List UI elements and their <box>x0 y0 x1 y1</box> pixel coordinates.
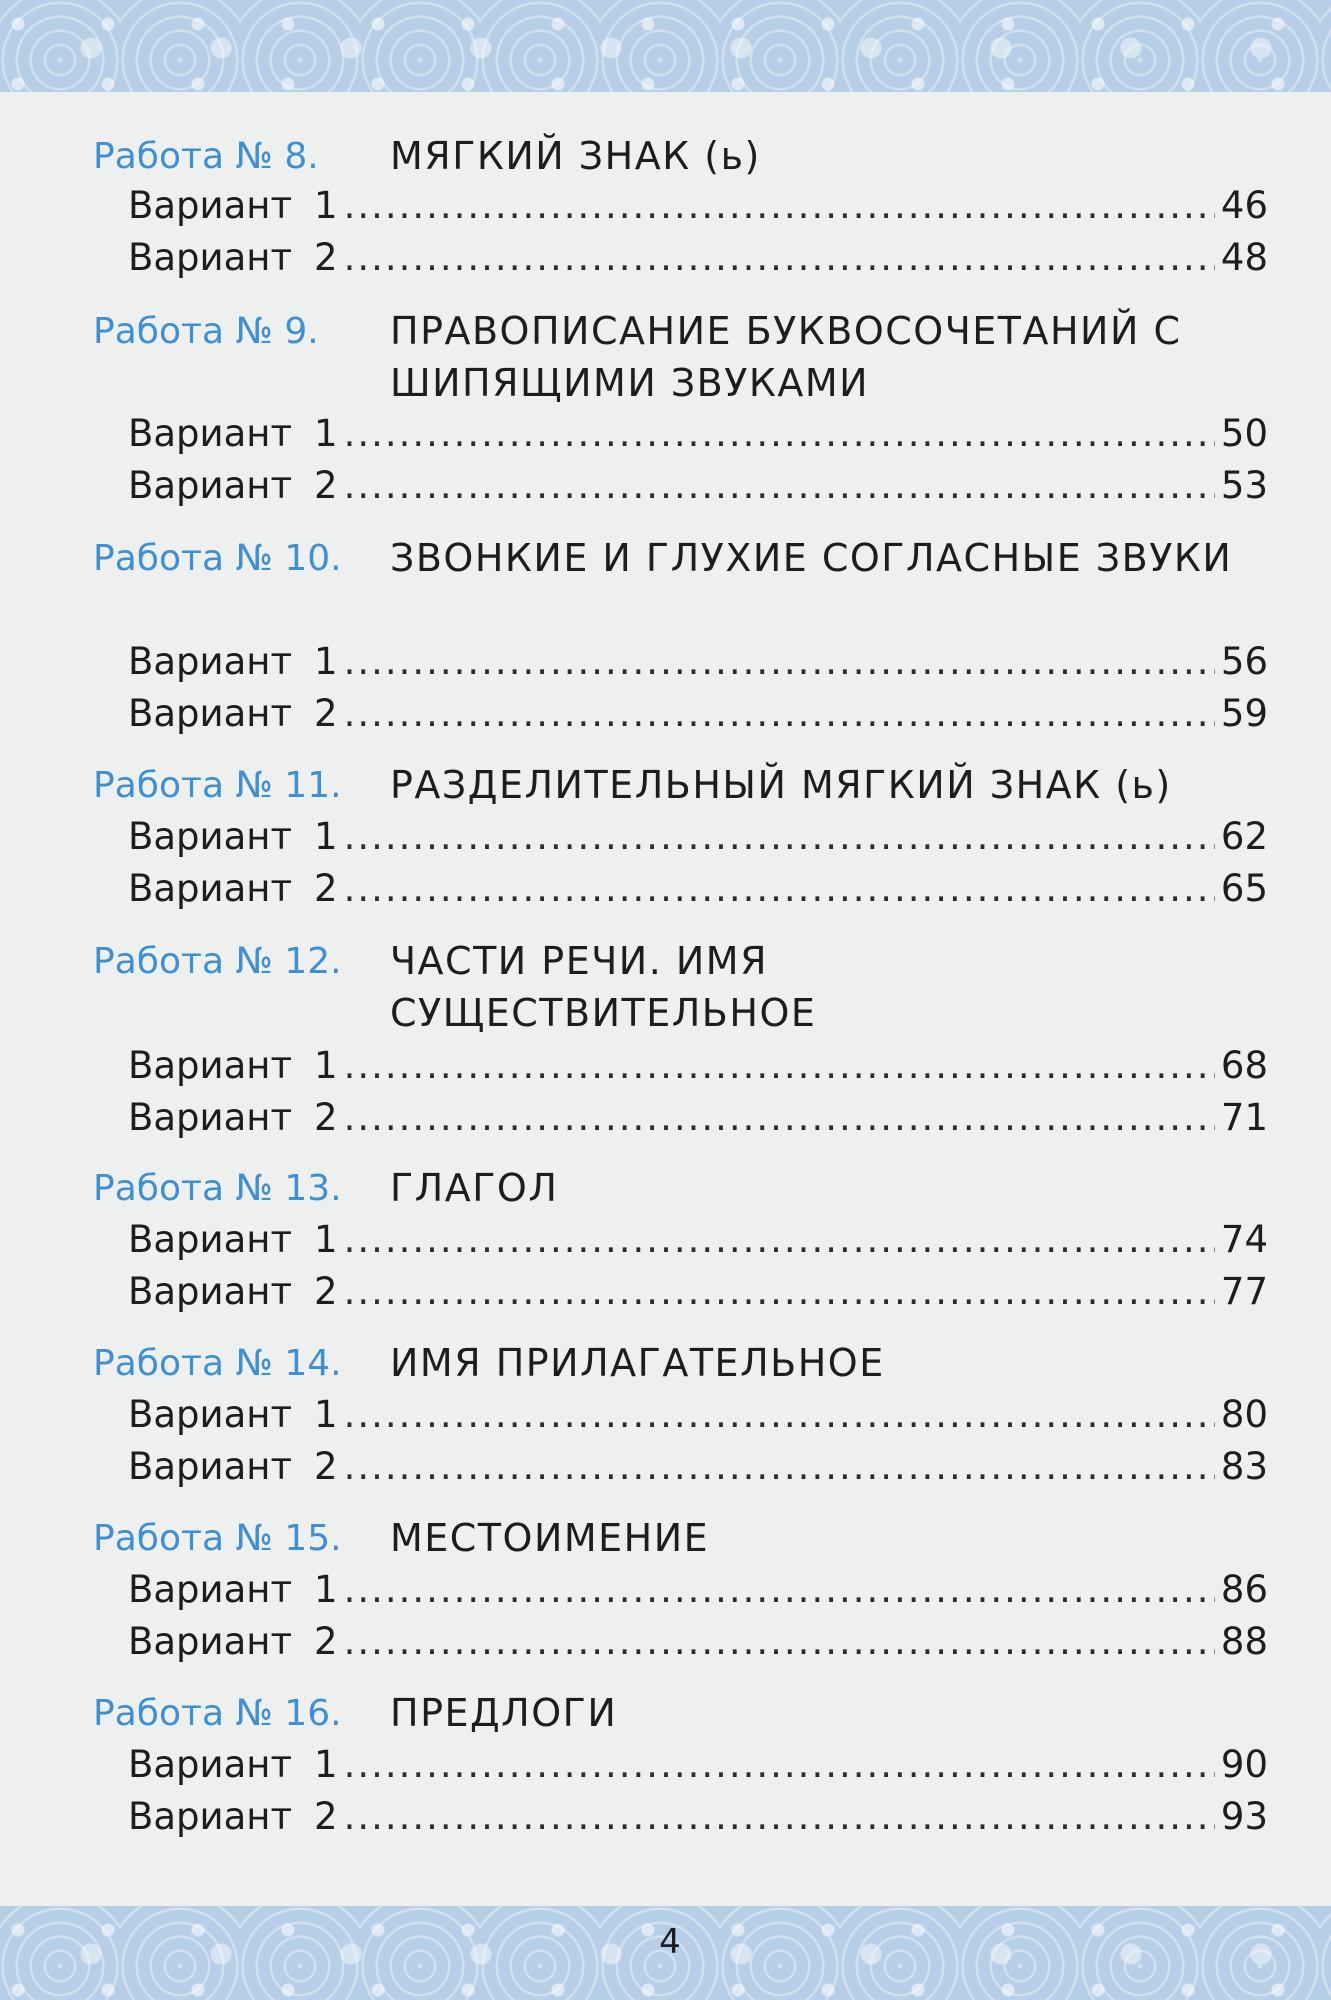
page-ref: 53 <box>1220 464 1268 507</box>
toc-entry[interactable] <box>128 690 1268 738</box>
toc-entry[interactable] <box>128 638 1268 686</box>
toc-entry[interactable] <box>128 865 1268 913</box>
variant-number: 2 <box>314 692 338 735</box>
variant-label: Вариант <box>128 1445 293 1488</box>
dot-leader <box>344 1094 1215 1142</box>
variant-number: 1 <box>314 815 338 858</box>
variant-number: 1 <box>314 1568 338 1611</box>
page-ref: 90 <box>1220 1743 1268 1786</box>
variant-label: Вариант <box>128 1743 293 1786</box>
dot-leader <box>344 1391 1215 1439</box>
page-ref: 86 <box>1220 1568 1268 1611</box>
variant-label: Вариант <box>128 1044 293 1087</box>
toc-entry[interactable] <box>128 1391 1268 1439</box>
dot-leader <box>344 1741 1215 1789</box>
work-title: ПРАВОПИСАНИЕ БУКВОСОЧЕТАНИЙ С ШИПЯЩИМИ ЗВУКАМИ <box>390 309 1182 405</box>
work-label: Работа № 14. <box>93 1343 342 1384</box>
variant-label: Вариант <box>128 867 293 910</box>
page-ref: 74 <box>1220 1218 1268 1261</box>
variant-number: 1 <box>314 1393 338 1436</box>
variant-label: Вариант <box>128 1620 293 1663</box>
work-label: Работа № 8. <box>93 136 319 177</box>
work-title: ПРЕДЛОГИ <box>390 1691 618 1735</box>
variant-label: Вариант <box>128 815 293 858</box>
variant-number: 2 <box>314 1270 338 1313</box>
work-label: Работа № 9. <box>93 311 319 352</box>
variant-number: 1 <box>314 1044 338 1087</box>
dot-leader <box>344 1618 1215 1666</box>
page-ref: 88 <box>1220 1620 1268 1663</box>
work-label: Работа № 12. <box>93 941 342 982</box>
variant-number: 1 <box>314 412 338 455</box>
toc-entry[interactable] <box>128 1268 1268 1316</box>
page-ref: 65 <box>1220 867 1268 910</box>
page-ref: 83 <box>1220 1445 1268 1488</box>
work-title: ЗВОНКИЕ И ГЛУХИЕ СОГЛАСНЫЕ ЗВУКИ <box>390 536 1233 580</box>
work-label: Работа № 10. <box>93 538 342 579</box>
page-ref: 68 <box>1220 1044 1268 1087</box>
page-ref: 71 <box>1220 1096 1268 1139</box>
page-ref: 62 <box>1220 815 1268 858</box>
toc-entry[interactable] <box>128 1793 1268 1841</box>
toc-entry[interactable] <box>128 1216 1268 1264</box>
variant-number: 1 <box>314 1218 338 1261</box>
dot-leader <box>344 865 1215 913</box>
variant-number: 1 <box>314 640 338 683</box>
variant-label: Вариант <box>128 464 293 507</box>
toc-entry[interactable] <box>128 182 1268 230</box>
variant-number: 2 <box>314 1096 338 1139</box>
toc-entry[interactable] <box>128 234 1268 282</box>
page-ref: 46 <box>1220 184 1268 227</box>
dot-leader <box>344 1793 1215 1841</box>
dot-leader <box>344 1216 1215 1264</box>
variant-label: Вариант <box>128 1393 293 1436</box>
toc-entry[interactable] <box>128 1741 1268 1789</box>
variant-number: 2 <box>314 867 338 910</box>
work-title: МЯГКИЙ ЗНАК (ь) <box>390 134 761 178</box>
variant-label: Вариант <box>128 236 293 279</box>
variant-number: 2 <box>314 464 338 507</box>
page-ref: 59 <box>1220 692 1268 735</box>
dot-leader <box>344 234 1215 282</box>
toc-entry[interactable] <box>128 1094 1268 1142</box>
dot-leader <box>344 410 1215 458</box>
dot-leader <box>344 1443 1215 1491</box>
variant-number: 2 <box>314 1445 338 1488</box>
variant-label: Вариант <box>128 1218 293 1261</box>
dot-leader <box>344 1042 1215 1090</box>
variant-number: 1 <box>314 184 338 227</box>
page-ref: 48 <box>1220 236 1268 279</box>
page-ref: 50 <box>1220 412 1268 455</box>
variant-number: 2 <box>314 236 338 279</box>
variant-label: Вариант <box>128 1568 293 1611</box>
toc-entry[interactable] <box>128 1566 1268 1614</box>
page-number: 4 <box>659 1922 681 1962</box>
work-title: РАЗДЕЛИТЕЛЬНЫЙ МЯГКИЙ ЗНАК (ь) <box>390 763 1172 807</box>
variant-label: Вариант <box>128 1270 293 1313</box>
variant-label: Вариант <box>128 1096 293 1139</box>
toc-entry[interactable] <box>128 1618 1268 1666</box>
page-ref: 56 <box>1220 640 1268 683</box>
page-ref: 93 <box>1220 1795 1268 1838</box>
toc-entry[interactable] <box>128 1443 1268 1491</box>
dot-leader <box>344 690 1215 738</box>
variant-number: 2 <box>314 1795 338 1838</box>
dot-leader <box>344 1566 1215 1614</box>
variant-number: 2 <box>314 1620 338 1663</box>
variant-label: Вариант <box>128 1795 293 1838</box>
variant-label: Вариант <box>128 640 293 683</box>
work-title: ГЛАГОЛ <box>390 1166 559 1210</box>
toc-entry[interactable] <box>128 813 1268 861</box>
variant-label: Вариант <box>128 412 293 455</box>
work-label: Работа № 13. <box>93 1168 342 1209</box>
dot-leader <box>344 462 1215 510</box>
dot-leader <box>344 638 1215 686</box>
variant-label: Вариант <box>128 692 293 735</box>
dot-leader <box>344 813 1215 861</box>
work-title: МЕСТОИМЕНИЕ <box>390 1516 710 1560</box>
variant-number: 1 <box>314 1743 338 1786</box>
work-label: Работа № 11. <box>93 765 342 806</box>
toc-entry[interactable] <box>128 1042 1268 1090</box>
work-label: Работа № 15. <box>93 1518 342 1559</box>
toc-entry[interactable] <box>128 462 1268 510</box>
work-title: ЧАСТИ РЕЧИ. ИМЯ СУЩЕСТВИТЕЛЬНОЕ <box>390 939 817 1035</box>
page-ref: 80 <box>1220 1393 1268 1436</box>
page-ref: 77 <box>1220 1270 1268 1313</box>
dot-leader <box>344 1268 1215 1316</box>
variant-label: Вариант <box>128 184 293 227</box>
work-label: Работа № 16. <box>93 1693 342 1734</box>
dot-leader <box>344 182 1215 230</box>
work-title: ИМЯ ПРИЛАГАТЕЛЬНОЕ <box>390 1341 885 1385</box>
toc-entry[interactable] <box>128 410 1268 458</box>
